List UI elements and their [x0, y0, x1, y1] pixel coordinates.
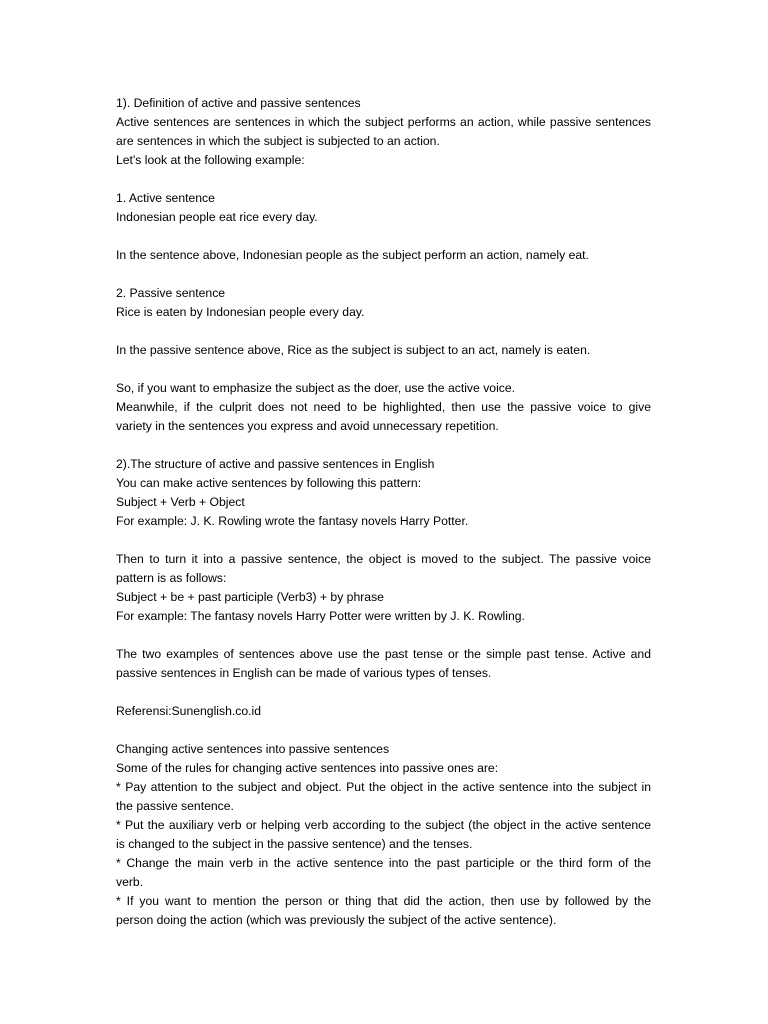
- paragraph-line: In the passive sentence above, Rice as the subject is subject to an act, namely is eaten.: [116, 343, 591, 357]
- example-sentence: Rice is eaten by Indonesian people every day.: [116, 305, 365, 319]
- paragraph-line: pattern is as follows:: [116, 571, 227, 585]
- section-heading: Changing active sentences into passive sentences: [116, 742, 390, 756]
- blank-line: [116, 683, 651, 702]
- paragraph-line: Then to turn it into a passive sentence, the object is moved to the subject. The passive voice: [116, 552, 651, 566]
- example-sentence: For example: J. K. Rowling wrote the fantasy novels Harry Potter.: [116, 514, 469, 528]
- paragraph-line: Some of the rules for changing active sentences into passive ones are:: [116, 761, 499, 775]
- paragraph-line: Active sentences are sentences in which the subject performs an action, while passive sentences: [116, 115, 651, 129]
- blank-line: [116, 436, 651, 455]
- paragraph-line: The two examples of sentences above use the past tense or the simple past tense. Active and: [116, 647, 651, 661]
- subheading: 2. Passive sentence: [116, 286, 226, 300]
- example-sentence: Indonesian people eat rice every day.: [116, 210, 318, 224]
- blank-line: [116, 626, 651, 645]
- rule-item: * If you want to mention the person or thing that did the action, then use by followed by the: [116, 894, 651, 908]
- section-heading: 2).The structure of active and passive sentences in English: [116, 457, 435, 471]
- paragraph-line: passive sentences in English can be made of various types of tenses.: [116, 666, 492, 680]
- blank-line: [116, 531, 651, 550]
- section-heading: 1). Definition of active and passive sentences: [116, 96, 361, 110]
- rule-item-continuation: verb.: [116, 875, 144, 889]
- paragraph-line: In the sentence above, Indonesian people as the subject perform an action, namely eat.: [116, 248, 589, 262]
- blank-line: [116, 322, 651, 341]
- subheading: 1. Active sentence: [116, 191, 215, 205]
- document-page: [116, 94, 651, 930]
- blank-line: [116, 227, 651, 246]
- rule-item-continuation: person doing the action (which was previously the subject of the active sentence).: [116, 913, 557, 927]
- pattern-formula: Subject + Verb + Object: [116, 495, 245, 509]
- paragraph-line: You can make active sentences by following this pattern:: [116, 476, 422, 490]
- rule-item: * Change the main verb in the active sentence into the past participle or the third form of the: [116, 856, 651, 870]
- rule-item-continuation: the passive sentence.: [116, 799, 234, 813]
- paragraph-line: Meanwhile, if the culprit does not need to be highlighted, then use the passive voice to give: [116, 400, 651, 414]
- blank-line: [116, 265, 651, 284]
- pattern-formula: Subject + be + past participle (Verb3) + by phrase: [116, 590, 384, 604]
- example-sentence: For example: The fantasy novels Harry Potter were written by J. K. Rowling.: [116, 609, 525, 623]
- paragraph-line: Let's look at the following example:: [116, 153, 305, 167]
- rule-item: * Put the auxiliary verb or helping verb according to the subject (the object in the active sentence: [116, 818, 651, 832]
- rule-item-continuation: is changed to the subject in the passive sentence) and the tenses.: [116, 837, 473, 851]
- reference-line: Referensi:Sunenglish.co.id: [116, 704, 261, 718]
- blank-line: [116, 721, 651, 740]
- blank-line: [116, 170, 651, 189]
- rule-item: * Pay attention to the subject and object. Put the object in the active sentence into the subject in: [116, 780, 651, 794]
- paragraph-line: are sentences in which the subject is subjected to an action.: [116, 134, 440, 148]
- blank-line: [116, 360, 651, 379]
- paragraph-line: So, if you want to emphasize the subject as the doer, use the active voice.: [116, 381, 516, 395]
- paragraph-line: variety in the sentences you express and avoid unnecessary repetition.: [116, 419, 499, 433]
